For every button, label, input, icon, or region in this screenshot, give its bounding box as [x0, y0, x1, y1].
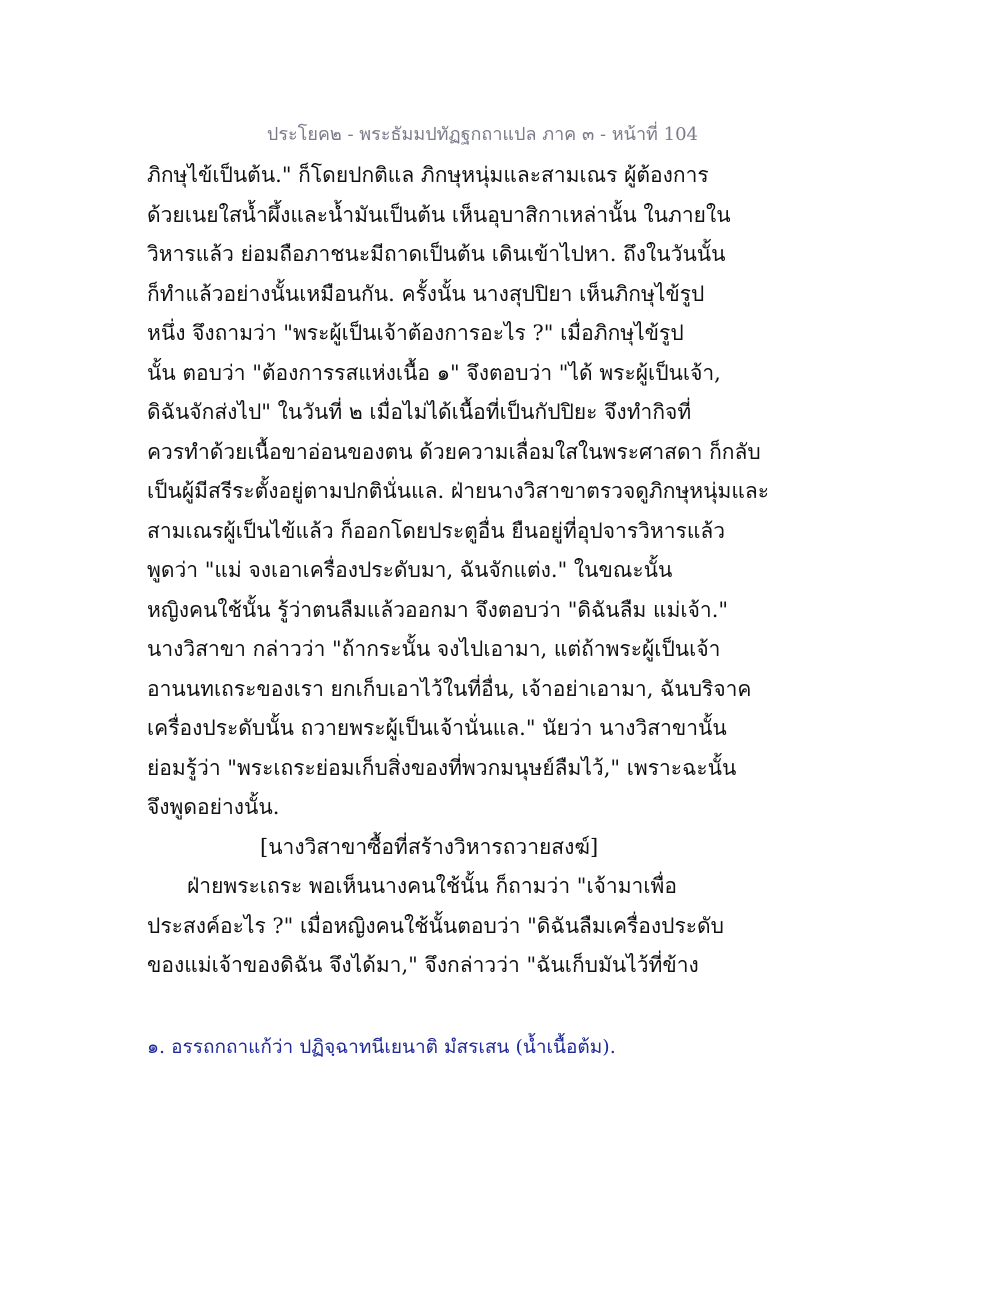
text-line: เป็นผู้มีสรีระตั้งอยู่ตามปกตินั่นแล. ฝ่ายนางวิสาขาตรวจดูภิกษุหนุ่มและ	[147, 479, 770, 503]
text-line: นางวิสาขา กล่าวว่า "ถ้ากระนั้น จงไปเอามา, แต่ถ้าพระผู้เป็นเจ้า	[147, 637, 721, 661]
section-heading: [นางวิสาขาซื้อที่สร้างวิหารถวายสงฆ์]	[260, 834, 599, 859]
text-line: ก็ทำแล้วอย่างนั้นเหมือนกัน. ครั้งนั้น นางสุปปิยา เห็นภิกษุไข้รูป	[147, 281, 705, 306]
text-line: หญิงคนใช้นั้น รู้ว่าตนลืมแล้วออกมา จึงตอบว่า "ดิฉันลืม แม่เจ้า."	[147, 597, 729, 622]
text-line: ภิกษุไข้เป็นต้น." ก็โดยปกติแล ภิกษุหนุ่มและสามเณร ผู้ต้องการ	[147, 163, 709, 187]
text-line: อานนทเถระของเรา ยกเก็บเอาไว้ในที่อื่น, เจ้าอย่าเอามา, ฉันบริจาค	[147, 676, 752, 701]
text-line: หนึ่ง จึงถามว่า "พระผู้เป็นเจ้าต้องการอะไร ?" เมื่อภิกษุไข้รูป	[147, 321, 684, 345]
text-line: วิหารแล้ว ย่อมถือภาชนะมีถาดเป็นต้น เดินเข้าไปหา. ถึงในวันนั้น	[147, 242, 726, 266]
text-line: จึงพูดอย่างนั้น.	[147, 795, 280, 819]
text-line: สามเณรผู้เป็นไข้แล้ว ก็ออกโดยประตูอื่น ยืนอยู่ที่อุปจารวิหารแล้ว	[147, 518, 726, 543]
running-header: ประโยค๒ - พระธัมมปทัฏฐกถาแปล ภาค ๓ - หน้าที่ 104	[266, 124, 698, 145]
text-line: ประสงค์อะไร ?" เมื่อหญิงคนใช้นั้นตอบว่า "ดิฉันลืมเครื่องประดับ	[147, 913, 724, 938]
text-line: ฝ่ายพระเถระ พอเห็นนางคนใช้นั้น ก็ถามว่า "เจ้ามาเพื่อ	[187, 874, 677, 898]
text-line: พูดว่า "แม่ จงเอาเครื่องประดับมา, ฉันจักแต่ง." ในขณะนั้น	[147, 558, 673, 582]
text-line: ด้วยเนยใสน้ำผึ้งและน้ำมันเป็นต้น เห็นอุบาสิกาเหล่านั้น ในภายใน	[147, 202, 731, 227]
footnote: ๑. อรรถกถาแก้ว่า ปฏิจฺฉาทนีเยนาติ มํสรเสน (น้ำเนื้อต้ม).	[147, 1036, 616, 1058]
text-line: เครื่องประดับนั้น ถวายพระผู้เป็นเจ้านั่นแล." นัยว่า นางวิสาขานั้น	[147, 716, 727, 740]
text-line: นั้น ตอบว่า "ต้องการรสแห่งเนื้อ ๑" จึงตอบว่า "ได้ พระผู้เป็นเจ้า,	[147, 360, 721, 385]
text-line: ของแม่เจ้าของดิฉัน จึงได้มา," จึงกล่าวว่า "ฉันเก็บมันไว้ที่ข้าง	[147, 953, 699, 977]
text-line: ดิฉันจักส่งไป" ในวันที่ ๒ เมื่อไม่ได้เนื้อที่เป็นกัปปิยะ จึงทำกิจที่	[147, 400, 692, 424]
text-line: ย่อมรู้ว่า "พระเถระย่อมเก็บสิ่งของที่พวกมนุษย์ลืมไว้," เพราะฉะนั้น	[147, 755, 737, 780]
body-text	[147, 156, 770, 986]
text-line: ควรทำด้วยเนื้อขาอ่อนของตน ด้วยความเลื่อมใสในพระศาสดา ก็กลับ	[147, 439, 761, 464]
